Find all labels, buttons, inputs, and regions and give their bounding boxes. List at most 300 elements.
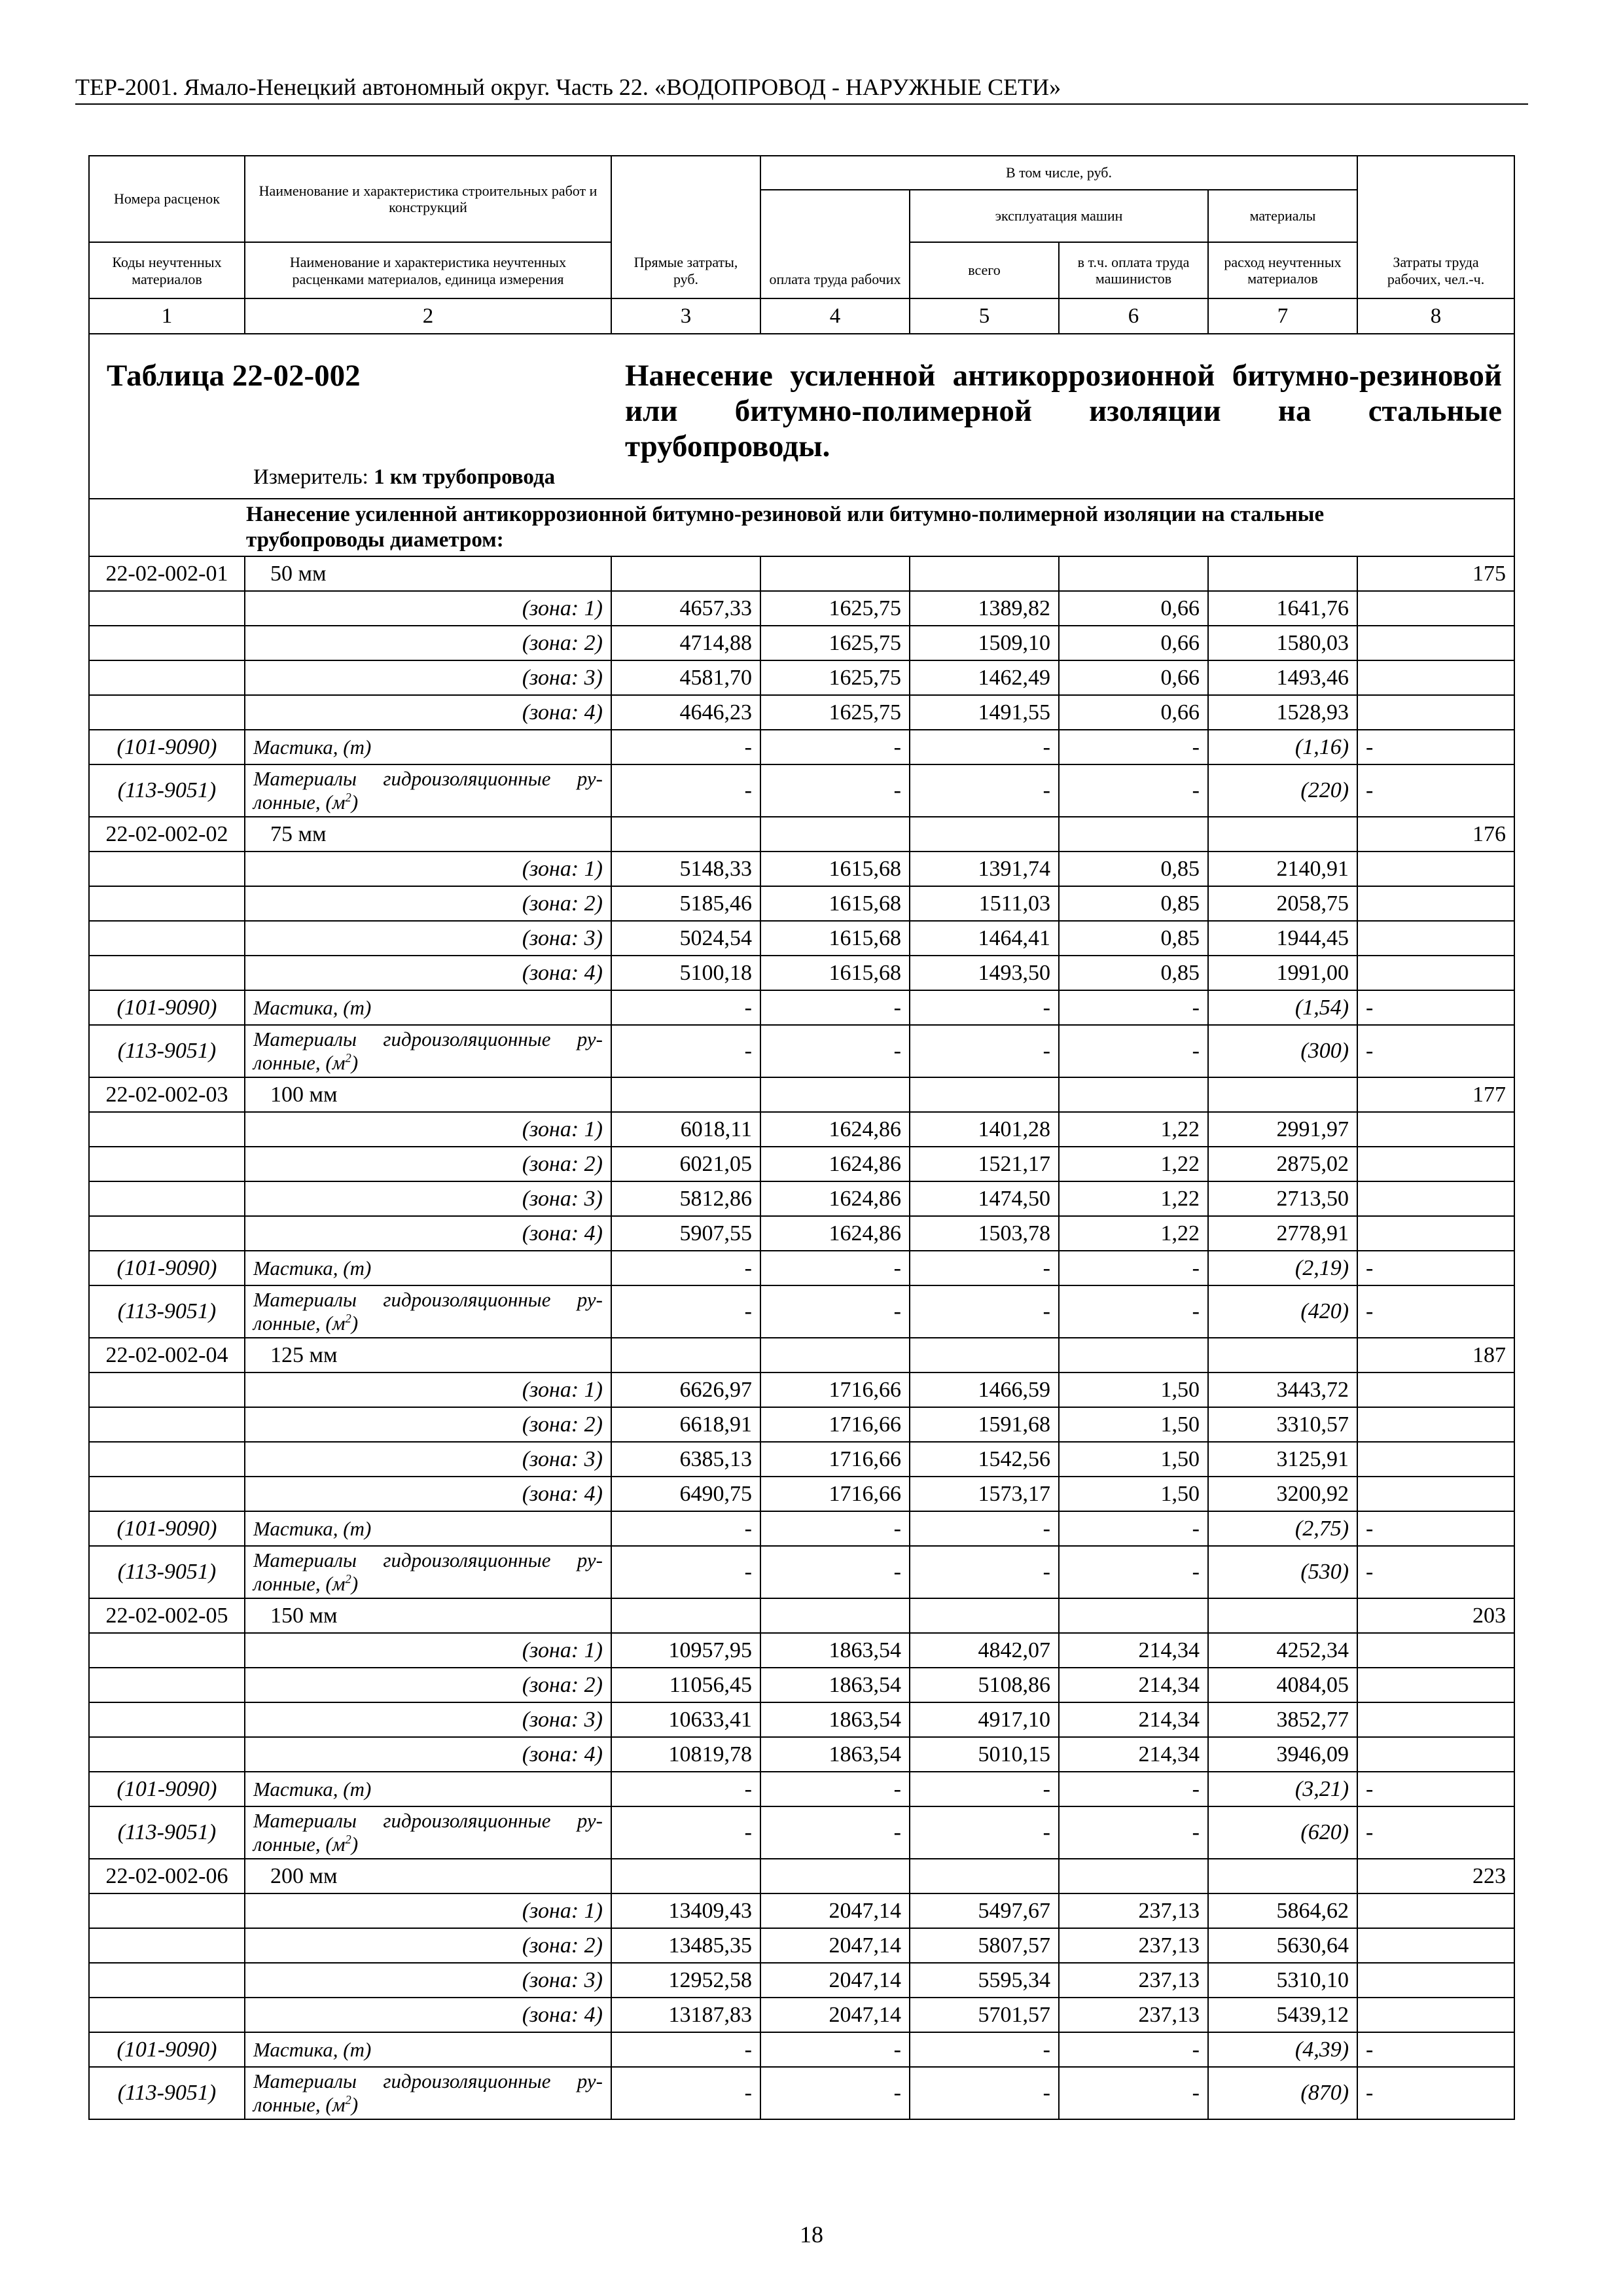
material-qty: (620): [1208, 1806, 1357, 1859]
labor-pay: 1615,68: [760, 852, 910, 886]
dash-cell: -: [1357, 2067, 1514, 2119]
material-qty: (530): [1208, 1546, 1357, 1598]
zone-row: [89, 1477, 1514, 1511]
rate-code: 22-02-002-02: [89, 817, 245, 852]
machines-operators: 0,66: [1059, 626, 1208, 660]
zone-row: [89, 1181, 1514, 1216]
material-name-sup: 2: [345, 1572, 351, 1587]
dash-cell: -: [910, 1546, 1059, 1598]
direct-cost: 4657,33: [611, 591, 760, 626]
dash-cell: -: [1357, 2032, 1514, 2067]
material-name: [245, 1285, 611, 1338]
machines-total: 1464,41: [910, 921, 1059, 956]
empty-cell: [89, 695, 245, 730]
col-number: 7: [1208, 298, 1357, 334]
materials-cost: 2778,91: [1208, 1216, 1357, 1251]
labor-pay: 1615,68: [760, 886, 910, 921]
machines-total: 1503,78: [910, 1216, 1059, 1251]
empty-cell: [760, 1077, 910, 1112]
col-machines: эксплуатация машин: [910, 190, 1208, 242]
materials-cost: 3125,91: [1208, 1442, 1357, 1477]
labor-pay: 1863,54: [760, 1668, 910, 1702]
machines-operators: 237,13: [1059, 1893, 1208, 1928]
materials-cost: 1493,46: [1208, 660, 1357, 695]
zone-label: (зона: 2): [245, 1407, 611, 1442]
dash-cell: -: [1059, 2032, 1208, 2067]
empty-cell: [89, 921, 245, 956]
section-caption: Нанесение усиленной антикоррозионной битумно-резиновой или битумно-полимерной изоляции на стальные трубопроводы диаметром:: [245, 499, 1514, 556]
zone-label: (зона: 2): [245, 626, 611, 660]
material-row: [89, 1546, 1514, 1598]
empty-cell: [89, 1407, 245, 1442]
machines-total: 1391,74: [910, 852, 1059, 886]
machines-total: 1401,28: [910, 1112, 1059, 1147]
zone-row: [89, 852, 1514, 886]
rate-name: 50 мм: [245, 556, 611, 591]
material-code: (113-9051): [89, 1546, 245, 1598]
material-qty: (1,16): [1208, 730, 1357, 764]
labor-pay: 1615,68: [760, 956, 910, 990]
direct-cost: 13485,35: [611, 1928, 760, 1963]
empty-cell: [1208, 817, 1357, 852]
empty-cell: [1208, 556, 1357, 591]
empty-cell: [89, 886, 245, 921]
col-name-top: Наименование и характеристика строительных работ и конструкций: [245, 156, 611, 242]
measure-label: Измеритель:: [253, 465, 368, 489]
zone-row: [89, 1668, 1514, 1702]
empty-cell: [89, 1998, 245, 2032]
material-name-text: Материалы гидроизоляционные ру-лонные, (м: [253, 2070, 603, 2116]
machines-operators: 0,66: [1059, 695, 1208, 730]
empty-cell: [89, 1372, 245, 1407]
dash-cell: -: [1357, 730, 1514, 764]
zone-row: [89, 921, 1514, 956]
empty-cell: [89, 852, 245, 886]
machines-total: 1389,82: [910, 591, 1059, 626]
empty-cell: [89, 1181, 245, 1216]
empty-cell: [1357, 1928, 1514, 1963]
machines-operators: 1,50: [1059, 1442, 1208, 1477]
empty-cell: [89, 1668, 245, 1702]
dash-cell: -: [1059, 764, 1208, 817]
labor-pay: 1625,75: [760, 660, 910, 695]
rate-name: 100 мм: [245, 1077, 611, 1112]
dash-cell: -: [1059, 1251, 1208, 1285]
empty-cell: [910, 556, 1059, 591]
material-name-suffix: ): [351, 1572, 359, 1595]
material-name-suffix: ): [351, 2093, 359, 2116]
material-qty: (2,19): [1208, 1251, 1357, 1285]
direct-cost: 6618,91: [611, 1407, 760, 1442]
direct-cost: 5100,18: [611, 956, 760, 990]
empty-cell: [910, 1859, 1059, 1893]
machines-operators: 214,34: [1059, 1702, 1208, 1737]
zone-label: (зона: 4): [245, 1477, 611, 1511]
materials-cost: 1580,03: [1208, 626, 1357, 660]
materials-cost: 2991,97: [1208, 1112, 1357, 1147]
dash-cell: -: [1059, 1806, 1208, 1859]
material-code: (101-9090): [89, 1251, 245, 1285]
machines-total: 1511,03: [910, 886, 1059, 921]
col-labor-pay: оплата труда рабочих: [760, 190, 910, 298]
empty-cell: [1059, 817, 1208, 852]
material-row: [89, 1772, 1514, 1806]
material-name-suffix: ): [351, 1833, 359, 1856]
material-row: [89, 1806, 1514, 1859]
zone-row: [89, 1147, 1514, 1181]
labor-pay: 1863,54: [760, 1737, 910, 1772]
materials-cost: 4084,05: [1208, 1668, 1357, 1702]
empty-cell: [760, 556, 910, 591]
dash-cell: -: [760, 1772, 910, 1806]
dash-cell: -: [1357, 1772, 1514, 1806]
zone-row: [89, 591, 1514, 626]
machines-total: 5497,67: [910, 1893, 1059, 1928]
direct-cost: 10819,78: [611, 1737, 760, 1772]
col-code-top: Номера расценок: [89, 156, 245, 242]
rate-row: [89, 1859, 1514, 1893]
labor-pay: 2047,14: [760, 1928, 910, 1963]
dash-cell: -: [910, 1511, 1059, 1546]
empty-cell: [910, 1598, 1059, 1633]
labor-pay: 1625,75: [760, 591, 910, 626]
labor-pay: 1625,75: [760, 695, 910, 730]
direct-cost: 10957,95: [611, 1633, 760, 1668]
col-number: 3: [611, 298, 760, 334]
dash-cell: -: [1357, 1806, 1514, 1859]
empty-cell: [611, 1859, 760, 1893]
dash-cell: -: [760, 2067, 910, 2119]
material-name: Мастика, (т): [245, 730, 611, 764]
direct-cost: 4646,23: [611, 695, 760, 730]
dash-cell: -: [1059, 730, 1208, 764]
dash-cell: -: [611, 2067, 760, 2119]
zone-row: [89, 1216, 1514, 1251]
material-qty: (3,21): [1208, 1772, 1357, 1806]
material-row: [89, 764, 1514, 817]
measure: [253, 465, 555, 490]
labor-pay: 2047,14: [760, 1963, 910, 1998]
zone-label: (зона: 3): [245, 660, 611, 695]
material-name: Мастика, (т): [245, 1511, 611, 1546]
dash-cell: -: [910, 1251, 1059, 1285]
rate-row: [89, 1598, 1514, 1633]
zone-label: (зона: 4): [245, 956, 611, 990]
zone-label: (зона: 4): [245, 1737, 611, 1772]
empty-cell: [1059, 1598, 1208, 1633]
materials-cost: 2875,02: [1208, 1147, 1357, 1181]
empty-cell: [1357, 1633, 1514, 1668]
zone-row: [89, 660, 1514, 695]
dash-cell: -: [910, 1772, 1059, 1806]
zone-label: (зона: 3): [245, 1963, 611, 1998]
col-machines-total: всего: [910, 242, 1059, 298]
machines-total: 4917,10: [910, 1702, 1059, 1737]
direct-cost: 4714,88: [611, 626, 760, 660]
empty-cell: [611, 556, 760, 591]
material-code: (101-9090): [89, 1511, 245, 1546]
dash-cell: -: [611, 1285, 760, 1338]
zone-label: (зона: 3): [245, 1442, 611, 1477]
empty-cell: [89, 956, 245, 990]
zone-row: [89, 1702, 1514, 1737]
zone-row: [89, 695, 1514, 730]
machines-operators: 237,13: [1059, 1963, 1208, 1998]
section-cap-blank: [89, 499, 245, 556]
dash-cell: -: [611, 990, 760, 1025]
machines-total: 1466,59: [910, 1372, 1059, 1407]
material-code: (113-9051): [89, 1025, 245, 1077]
machines-total: 1542,56: [910, 1442, 1059, 1477]
direct-cost: 6018,11: [611, 1112, 760, 1147]
materials-cost: 4252,34: [1208, 1633, 1357, 1668]
dash-cell: -: [760, 1025, 910, 1077]
empty-cell: [1357, 695, 1514, 730]
zone-label: (зона: 1): [245, 591, 611, 626]
machines-total: 1474,50: [910, 1181, 1059, 1216]
labor-pay: 2047,14: [760, 1998, 910, 2032]
empty-cell: [89, 1112, 245, 1147]
zone-row: [89, 1963, 1514, 1998]
zone-row: [89, 1737, 1514, 1772]
machines-total: 1493,50: [910, 956, 1059, 990]
machines-total: 1521,17: [910, 1147, 1059, 1181]
empty-cell: [89, 1737, 245, 1772]
materials-cost: 3946,09: [1208, 1737, 1357, 1772]
empty-cell: [611, 817, 760, 852]
empty-cell: [910, 1077, 1059, 1112]
materials-cost: 5310,10: [1208, 1963, 1357, 1998]
machines-operators: 0,85: [1059, 852, 1208, 886]
dash-cell: -: [611, 1806, 760, 1859]
rate-name: 75 мм: [245, 817, 611, 852]
empty-cell: [1208, 1598, 1357, 1633]
empty-cell: [1357, 1668, 1514, 1702]
empty-cell: [1357, 1216, 1514, 1251]
material-name-text: Материалы гидроизоляционные ру-лонные, (м: [253, 1028, 603, 1074]
empty-cell: [1357, 886, 1514, 921]
empty-cell: [89, 1702, 245, 1737]
zone-label: (зона: 2): [245, 1147, 611, 1181]
empty-cell: [910, 817, 1059, 852]
zone-row: [89, 1893, 1514, 1928]
dash-cell: -: [611, 1772, 760, 1806]
empty-cell: [1357, 1147, 1514, 1181]
machines-operators: 214,34: [1059, 1668, 1208, 1702]
rates-table: [88, 155, 1515, 2120]
materials-cost: 2140,91: [1208, 852, 1357, 886]
dash-cell: -: [760, 1806, 910, 1859]
dash-cell: -: [910, 1285, 1059, 1338]
dash-cell: -: [1357, 1251, 1514, 1285]
zone-row: [89, 886, 1514, 921]
material-name-suffix: ): [351, 1051, 359, 1074]
labor-pay: 1716,66: [760, 1407, 910, 1442]
machines-operators: 0,85: [1059, 886, 1208, 921]
labor-pay: 1716,66: [760, 1442, 910, 1477]
empty-cell: [611, 1077, 760, 1112]
material-name-text: Материалы гидроизоляционные ру-лонные, (м: [253, 767, 603, 814]
empty-cell: [1357, 1442, 1514, 1477]
dash-cell: -: [611, 1546, 760, 1598]
material-qty: (870): [1208, 2067, 1357, 2119]
dash-cell: -: [1059, 1025, 1208, 1077]
labor-pay: 2047,14: [760, 1893, 910, 1928]
materials-cost: 1641,76: [1208, 591, 1357, 626]
empty-cell: [760, 1338, 910, 1372]
empty-cell: [1357, 1893, 1514, 1928]
material-name: [245, 764, 611, 817]
machines-total: 5010,15: [910, 1737, 1059, 1772]
empty-cell: [1357, 956, 1514, 990]
machines-operators: 0,85: [1059, 921, 1208, 956]
materials-cost: 2058,75: [1208, 886, 1357, 921]
zone-label: (зона: 2): [245, 1668, 611, 1702]
zone-row: [89, 1407, 1514, 1442]
zone-label: (зона: 1): [245, 1372, 611, 1407]
material-code: (113-9051): [89, 1285, 245, 1338]
col-materials: материалы: [1208, 190, 1357, 242]
machines-operators: 214,34: [1059, 1633, 1208, 1668]
empty-cell: [1357, 921, 1514, 956]
materials-cost: 3443,72: [1208, 1372, 1357, 1407]
labor-pay: 1625,75: [760, 626, 910, 660]
direct-cost: 13187,83: [611, 1998, 760, 2032]
rate-name: 200 мм: [245, 1859, 611, 1893]
material-row: [89, 1025, 1514, 1077]
rate-code: 22-02-002-01: [89, 556, 245, 591]
direct-cost: 4581,70: [611, 660, 760, 695]
empty-cell: [89, 626, 245, 660]
material-qty: (1,54): [1208, 990, 1357, 1025]
direct-cost: 6490,75: [611, 1477, 760, 1511]
machines-total: 1491,55: [910, 695, 1059, 730]
dash-cell: -: [910, 764, 1059, 817]
empty-cell: [1357, 1372, 1514, 1407]
empty-cell: [1208, 1077, 1357, 1112]
dash-cell: -: [760, 1285, 910, 1338]
machines-operators: 214,34: [1059, 1737, 1208, 1772]
labor-cost: 175: [1357, 556, 1514, 591]
dash-cell: -: [760, 1546, 910, 1598]
zone-row: [89, 1998, 1514, 2032]
zone-row: [89, 1112, 1514, 1147]
machines-total: 5108,86: [910, 1668, 1059, 1702]
empty-cell: [1208, 1338, 1357, 1372]
empty-cell: [89, 1633, 245, 1668]
dash-cell: -: [1357, 1285, 1514, 1338]
materials-cost: 2713,50: [1208, 1181, 1357, 1216]
empty-cell: [1357, 626, 1514, 660]
direct-cost: 6385,13: [611, 1442, 760, 1477]
empty-cell: [760, 817, 910, 852]
material-name-sup: 2: [345, 2093, 351, 2108]
dash-cell: -: [1059, 1511, 1208, 1546]
direct-cost: 5185,46: [611, 886, 760, 921]
machines-operators: 1,22: [1059, 1112, 1208, 1147]
rate-name: 150 мм: [245, 1598, 611, 1633]
dash-cell: -: [611, 1511, 760, 1546]
col-number: 8: [1357, 298, 1514, 334]
materials-cost: 1944,45: [1208, 921, 1357, 956]
empty-cell: [1357, 1181, 1514, 1216]
material-name: Мастика, (т): [245, 1772, 611, 1806]
direct-cost: 10633,41: [611, 1702, 760, 1737]
dash-cell: -: [760, 1251, 910, 1285]
machines-total: 5595,34: [910, 1963, 1059, 1998]
material-name-suffix: ): [351, 791, 359, 814]
material-code: (101-9090): [89, 1772, 245, 1806]
zone-row: [89, 1928, 1514, 1963]
materials-cost: 1528,93: [1208, 695, 1357, 730]
materials-cost: 3852,77: [1208, 1702, 1357, 1737]
empty-cell: [760, 1598, 910, 1633]
page-number: 18: [800, 2221, 823, 2248]
dash-cell: -: [910, 2067, 1059, 2119]
zone-label: (зона: 4): [245, 1998, 611, 2032]
rate-row: [89, 817, 1514, 852]
empty-cell: [1357, 1477, 1514, 1511]
labor-pay: 1615,68: [760, 921, 910, 956]
dash-cell: -: [1059, 1285, 1208, 1338]
direct-cost: 5024,54: [611, 921, 760, 956]
zone-label: (зона: 1): [245, 1893, 611, 1928]
col-number: 1: [89, 298, 245, 334]
zone-row: [89, 956, 1514, 990]
zone-label: (зона: 3): [245, 1181, 611, 1216]
empty-cell: [1357, 852, 1514, 886]
dash-cell: -: [760, 2032, 910, 2067]
rate-code: 22-02-002-05: [89, 1598, 245, 1633]
material-name: Мастика, (т): [245, 990, 611, 1025]
machines-operators: 1,22: [1059, 1181, 1208, 1216]
machines-operators: 0,85: [1059, 956, 1208, 990]
material-row: [89, 2067, 1514, 2119]
table-title-block: [89, 334, 1514, 499]
dash-cell: -: [910, 1025, 1059, 1077]
dash-cell: -: [1357, 1025, 1514, 1077]
material-row: [89, 2032, 1514, 2067]
dash-cell: -: [1357, 990, 1514, 1025]
empty-cell: [1357, 660, 1514, 695]
zone-label: (зона: 3): [245, 921, 611, 956]
dash-cell: -: [611, 2032, 760, 2067]
labor-cost: 177: [1357, 1077, 1514, 1112]
material-qty: (420): [1208, 1285, 1357, 1338]
material-qty: (2,75): [1208, 1511, 1357, 1546]
dash-cell: -: [910, 1806, 1059, 1859]
empty-cell: [89, 591, 245, 626]
empty-cell: [89, 660, 245, 695]
dash-cell: -: [760, 730, 910, 764]
material-code: (113-9051): [89, 1806, 245, 1859]
dash-cell: -: [760, 990, 910, 1025]
material-name: [245, 1025, 611, 1077]
material-row: [89, 730, 1514, 764]
col-number: 4: [760, 298, 910, 334]
machines-total: 5807,57: [910, 1928, 1059, 1963]
materials-cost: 5630,64: [1208, 1928, 1357, 1963]
empty-cell: [611, 1338, 760, 1372]
measure-value: 1 км трубопровода: [374, 465, 556, 489]
zone-label: (зона: 4): [245, 1216, 611, 1251]
machines-operators: 0,66: [1059, 591, 1208, 626]
machines-operators: 0,66: [1059, 660, 1208, 695]
material-row: [89, 990, 1514, 1025]
labor-pay: 1863,54: [760, 1633, 910, 1668]
empty-cell: [1059, 1338, 1208, 1372]
material-name-text: Материалы гидроизоляционные ру-лонные, (м: [253, 1288, 603, 1335]
